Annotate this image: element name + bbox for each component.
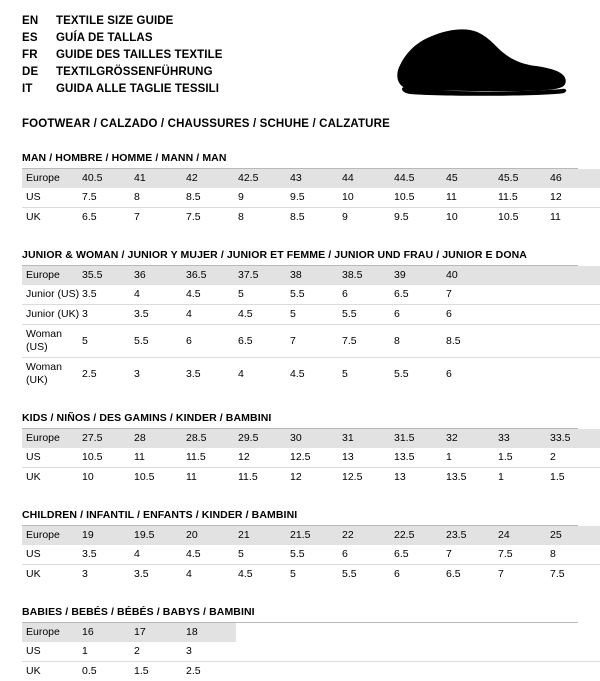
cell: 29.5 xyxy=(236,429,288,448)
cell: 30 xyxy=(288,429,340,448)
cell: 9.5 xyxy=(392,208,444,228)
cell: 12.5 xyxy=(288,448,340,468)
cell: 6 xyxy=(392,305,444,325)
cell: 12 xyxy=(548,188,600,208)
cell: 3 xyxy=(132,358,184,391)
cell: 6 xyxy=(340,545,392,565)
cell: 6.5 xyxy=(444,565,496,585)
cell: 5 xyxy=(340,358,392,391)
cell xyxy=(496,358,548,391)
language-title-list xyxy=(22,14,223,97)
cell xyxy=(548,358,600,391)
row-label: Woman (UK) xyxy=(22,358,80,391)
cell: 45 xyxy=(444,169,496,188)
row-label: US xyxy=(22,448,80,468)
section-kids xyxy=(22,412,578,487)
section-babies xyxy=(22,606,578,681)
cell: 40.5 xyxy=(80,169,132,188)
language-title: TEXTILE SIZE GUIDE xyxy=(56,14,173,29)
section-title: CHILDREN / INFANTIL / ENFANTS / KINDER / BAMBINI xyxy=(22,509,578,525)
cell: 2.5 xyxy=(184,662,236,681)
row-label: Junior (US) xyxy=(22,285,80,305)
table-row xyxy=(22,429,600,448)
cell: 38 xyxy=(288,266,340,285)
cell: 21 xyxy=(236,526,288,545)
cell xyxy=(496,642,548,662)
language-code: DE xyxy=(22,65,56,80)
cell: 21.5 xyxy=(288,526,340,545)
cell xyxy=(548,642,600,662)
cell: 11.5 xyxy=(496,188,548,208)
cell: 36 xyxy=(132,266,184,285)
size-table-children xyxy=(22,526,600,584)
language-row xyxy=(22,14,223,29)
cell: 11 xyxy=(548,208,600,228)
dress-shoe-icon xyxy=(390,24,570,102)
cell: 22 xyxy=(340,526,392,545)
cell xyxy=(548,325,600,358)
table-row xyxy=(22,358,600,391)
cell xyxy=(288,642,340,662)
cell: 3.5 xyxy=(80,545,132,565)
cell: 7.5 xyxy=(184,208,236,228)
cell: 31.5 xyxy=(392,429,444,448)
cell: 19 xyxy=(80,526,132,545)
cell xyxy=(496,285,548,305)
table-row xyxy=(22,545,600,565)
cell xyxy=(392,642,444,662)
cell: 36.5 xyxy=(184,266,236,285)
cell: 4 xyxy=(132,285,184,305)
cell: 1.5 xyxy=(496,448,548,468)
cell: 22.5 xyxy=(392,526,444,545)
header xyxy=(22,14,578,102)
cell xyxy=(496,325,548,358)
cell: 35.5 xyxy=(80,266,132,285)
cell: 7.5 xyxy=(548,565,600,585)
cell xyxy=(392,662,444,681)
section-title: BABIES / BEBÉS / BÉBÉS / BABYS / BAMBINI xyxy=(22,606,578,622)
size-table-kids xyxy=(22,429,600,487)
cell: 25 xyxy=(548,526,600,545)
cell xyxy=(444,662,496,681)
cell: 5.5 xyxy=(340,565,392,585)
cell xyxy=(288,662,340,681)
cell xyxy=(340,662,392,681)
language-title: GUIDA ALLE TAGLIE TESSILI xyxy=(56,82,219,97)
cell xyxy=(548,305,600,325)
cell: 5 xyxy=(236,545,288,565)
language-code: FR xyxy=(22,48,56,63)
cell: 11 xyxy=(132,448,184,468)
size-table-man xyxy=(22,169,600,227)
cell: 41 xyxy=(132,169,184,188)
cell: 1.5 xyxy=(548,468,600,488)
language-title: GUIDE DES TAILLES TEXTILE xyxy=(56,48,223,63)
table-row xyxy=(22,285,600,305)
cell: 28.5 xyxy=(184,429,236,448)
cell: 18 xyxy=(184,623,236,642)
cell: 0.5 xyxy=(80,662,132,681)
cell: 4 xyxy=(236,358,288,391)
row-label: Europe xyxy=(22,266,80,285)
cell xyxy=(236,662,288,681)
cell: 1 xyxy=(496,468,548,488)
cell xyxy=(496,266,548,285)
cell: 1 xyxy=(444,448,496,468)
cell: 42.5 xyxy=(236,169,288,188)
table-row xyxy=(22,526,600,545)
cell: 4 xyxy=(184,565,236,585)
cell: 42 xyxy=(184,169,236,188)
cell: 11 xyxy=(184,468,236,488)
cell: 16 xyxy=(80,623,132,642)
cell: 5.5 xyxy=(288,545,340,565)
cell: 11.5 xyxy=(236,468,288,488)
section-title: JUNIOR & WOMAN / JUNIOR Y MUJER / JUNIOR ET FEMME / JUNIOR UND FRAU / JUNIOR E DONA xyxy=(22,249,578,265)
language-row xyxy=(22,82,223,97)
cell xyxy=(392,623,444,642)
cell: 6.5 xyxy=(80,208,132,228)
cell: 6 xyxy=(444,358,496,391)
size-table-junior-woman xyxy=(22,266,600,390)
cell: 23.5 xyxy=(444,526,496,545)
row-label: US xyxy=(22,642,80,662)
cell xyxy=(496,623,548,642)
row-label: UK xyxy=(22,662,80,681)
table-row xyxy=(22,565,600,585)
cell: 9 xyxy=(340,208,392,228)
cell: 5 xyxy=(80,325,132,358)
cell: 7.5 xyxy=(340,325,392,358)
cell: 38.5 xyxy=(340,266,392,285)
cell: 4.5 xyxy=(236,565,288,585)
cell xyxy=(236,623,288,642)
cell: 7 xyxy=(288,325,340,358)
cell: 6.5 xyxy=(392,545,444,565)
table-row xyxy=(22,325,600,358)
cell: 43 xyxy=(288,169,340,188)
language-row xyxy=(22,65,223,80)
cell xyxy=(548,662,600,681)
cell xyxy=(444,642,496,662)
cell xyxy=(236,642,288,662)
row-label: UK xyxy=(22,468,80,488)
size-table-babies xyxy=(22,623,600,681)
cell: 13.5 xyxy=(392,448,444,468)
language-code: IT xyxy=(22,82,56,97)
table-row xyxy=(22,305,600,325)
cell: 10.5 xyxy=(392,188,444,208)
language-row xyxy=(22,31,223,46)
cell: 39 xyxy=(392,266,444,285)
language-row xyxy=(22,48,223,63)
cell: 12 xyxy=(236,448,288,468)
cell: 40 xyxy=(444,266,496,285)
cell: 6.5 xyxy=(236,325,288,358)
row-label: Europe xyxy=(22,169,80,188)
table-row xyxy=(22,662,600,681)
cell: 46 xyxy=(548,169,600,188)
cell: 9 xyxy=(236,188,288,208)
table-row xyxy=(22,448,600,468)
cell: 8 xyxy=(548,545,600,565)
cell: 13 xyxy=(340,448,392,468)
cell: 4.5 xyxy=(184,285,236,305)
section-man xyxy=(22,152,578,227)
cell xyxy=(548,266,600,285)
cell: 7 xyxy=(496,565,548,585)
cell: 10 xyxy=(444,208,496,228)
cell: 3.5 xyxy=(132,305,184,325)
table-row xyxy=(22,188,600,208)
table-row xyxy=(22,208,600,228)
cell xyxy=(444,623,496,642)
language-code: EN xyxy=(22,14,56,29)
cell xyxy=(340,642,392,662)
cell: 8 xyxy=(236,208,288,228)
cell: 2.5 xyxy=(80,358,132,391)
cell: 27.5 xyxy=(80,429,132,448)
cell: 4.5 xyxy=(184,545,236,565)
row-label: Europe xyxy=(22,526,80,545)
language-code: ES xyxy=(22,31,56,46)
cell: 4.5 xyxy=(236,305,288,325)
cell: 2 xyxy=(132,642,184,662)
cell: 11 xyxy=(444,188,496,208)
language-title: GUÍA DE TALLAS xyxy=(56,31,153,46)
cell: 4 xyxy=(184,305,236,325)
cell: 44 xyxy=(340,169,392,188)
cell: 5 xyxy=(288,305,340,325)
cell: 13.5 xyxy=(444,468,496,488)
cell: 11.5 xyxy=(184,448,236,468)
cell: 9.5 xyxy=(288,188,340,208)
cell: 10.5 xyxy=(132,468,184,488)
row-label: UK xyxy=(22,565,80,585)
cell: 5.5 xyxy=(132,325,184,358)
row-label: Europe xyxy=(22,623,80,642)
cell: 3.5 xyxy=(80,285,132,305)
cell: 8 xyxy=(132,188,184,208)
cell xyxy=(548,285,600,305)
cell: 8.5 xyxy=(444,325,496,358)
row-label: Woman (US) xyxy=(22,325,80,358)
row-label: Europe xyxy=(22,429,80,448)
cell: 10.5 xyxy=(496,208,548,228)
cell: 24 xyxy=(496,526,548,545)
cell: 5 xyxy=(236,285,288,305)
cell: 1.5 xyxy=(132,662,184,681)
cell: 7 xyxy=(444,285,496,305)
table-row xyxy=(22,623,600,642)
cell: 1 xyxy=(80,642,132,662)
cell: 31 xyxy=(340,429,392,448)
cell: 32 xyxy=(444,429,496,448)
table-row xyxy=(22,642,600,662)
cell: 4.5 xyxy=(288,358,340,391)
cell: 44.5 xyxy=(392,169,444,188)
cell: 7 xyxy=(444,545,496,565)
row-label: UK xyxy=(22,208,80,228)
section-title: KIDS / NIÑOS / DES GAMINS / KINDER / BAMBINI xyxy=(22,412,578,428)
cell: 3.5 xyxy=(184,358,236,391)
cell: 5.5 xyxy=(288,285,340,305)
category-heading: FOOTWEAR / CALZADO / CHAUSSURES / SCHUHE / CALZATURE xyxy=(22,118,578,130)
cell: 8.5 xyxy=(288,208,340,228)
cell: 12 xyxy=(288,468,340,488)
cell: 33 xyxy=(496,429,548,448)
section-title: MAN / HOMBRE / HOMME / MANN / MAN xyxy=(22,152,578,168)
cell: 4 xyxy=(132,545,184,565)
cell: 7 xyxy=(132,208,184,228)
cell xyxy=(496,305,548,325)
table-row xyxy=(22,169,600,188)
section-junior-woman xyxy=(22,249,578,390)
cell: 3.5 xyxy=(132,565,184,585)
cell: 5.5 xyxy=(392,358,444,391)
cell: 6 xyxy=(392,565,444,585)
section-children xyxy=(22,509,578,584)
cell: 6 xyxy=(340,285,392,305)
cell: 5.5 xyxy=(340,305,392,325)
cell: 2 xyxy=(548,448,600,468)
cell: 5 xyxy=(288,565,340,585)
cell: 10.5 xyxy=(80,448,132,468)
cell: 37.5 xyxy=(236,266,288,285)
cell: 20 xyxy=(184,526,236,545)
cell xyxy=(496,662,548,681)
cell: 19.5 xyxy=(132,526,184,545)
cell: 33.5 xyxy=(548,429,600,448)
cell: 28 xyxy=(132,429,184,448)
cell: 12.5 xyxy=(340,468,392,488)
cell: 8.5 xyxy=(184,188,236,208)
table-row xyxy=(22,468,600,488)
cell: 6.5 xyxy=(392,285,444,305)
cell: 3 xyxy=(80,565,132,585)
cell: 10 xyxy=(340,188,392,208)
row-label: US xyxy=(22,188,80,208)
row-label: Junior (UK) xyxy=(22,305,80,325)
cell xyxy=(288,623,340,642)
cell: 3 xyxy=(184,642,236,662)
row-label: US xyxy=(22,545,80,565)
table-row xyxy=(22,266,600,285)
cell xyxy=(548,623,600,642)
cell xyxy=(340,623,392,642)
cell: 7.5 xyxy=(496,545,548,565)
cell: 45.5 xyxy=(496,169,548,188)
cell: 7.5 xyxy=(80,188,132,208)
cell: 3 xyxy=(80,305,132,325)
cell: 13 xyxy=(392,468,444,488)
cell: 6 xyxy=(184,325,236,358)
cell: 10 xyxy=(80,468,132,488)
cell: 6 xyxy=(444,305,496,325)
language-title: TEXTILGRÖSSENFÜHRUNG xyxy=(56,65,213,80)
cell: 17 xyxy=(132,623,184,642)
cell: 8 xyxy=(392,325,444,358)
